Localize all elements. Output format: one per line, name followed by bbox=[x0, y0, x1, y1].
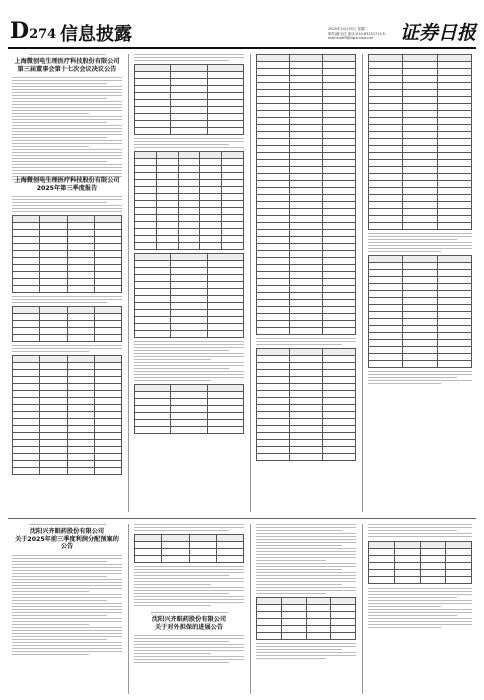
notice-d bbox=[134, 612, 244, 663]
bottom-column-4 bbox=[368, 524, 472, 630]
bottom-column-2 bbox=[134, 524, 244, 665]
notice-b-title: 2025年第三季度报告 bbox=[36, 184, 98, 192]
column-4-table-2 bbox=[368, 255, 472, 368]
page-header bbox=[0, 0, 484, 44]
notice-b-company: 上海微创电生理医疗科技股份有限公司 bbox=[14, 177, 120, 184]
column-3 bbox=[256, 54, 356, 464]
financial-table-3 bbox=[12, 355, 122, 475]
header-rule bbox=[8, 47, 476, 49]
financial-table-1 bbox=[12, 215, 122, 293]
column-2-table-2 bbox=[134, 151, 244, 250]
header-contact: 制作|臧玉红 电话:010-83251714 E-mail:zqrb9@zqrb.sina.net bbox=[328, 31, 387, 40]
notice-c bbox=[12, 524, 122, 657]
bottom-column-3 bbox=[256, 524, 356, 661]
newspaper-logo: 证券日报 bbox=[400, 22, 477, 44]
column-2-table-1 bbox=[134, 64, 244, 135]
column-4 bbox=[368, 54, 472, 386]
page-number: D274 bbox=[10, 18, 57, 44]
column-2-table-3 bbox=[134, 253, 244, 338]
header-date: 2025年10月25日 星期二 bbox=[328, 27, 368, 31]
column-4-table-1 bbox=[368, 54, 472, 230]
notice-d-title: 关于对外担保的进展公告 bbox=[154, 623, 224, 631]
section-title: 信息披露 bbox=[60, 24, 132, 45]
notice-b bbox=[12, 177, 122, 478]
notice-c-title: 关于2025年前三季度利润分配预案的公告 bbox=[15, 535, 119, 550]
bottom-table-3 bbox=[368, 541, 472, 584]
notice-d-company: 沈阳兴齐眼药股份有限公司 bbox=[151, 616, 227, 623]
notice-a-company: 上海微创电生理医疗科技股份有限公司 bbox=[14, 58, 120, 65]
column-2-table-4 bbox=[134, 384, 244, 434]
bottom-table-1 bbox=[134, 534, 244, 563]
column-3-table-2 bbox=[256, 348, 356, 461]
column-2 bbox=[134, 54, 244, 437]
notice-a bbox=[12, 54, 122, 182]
financial-table-2 bbox=[12, 306, 122, 342]
notice-a-title: 第三届董事会第十七次会议决议公告 bbox=[17, 65, 117, 73]
notice-c-company: 沈阳兴齐眼药股份有限公司 bbox=[29, 528, 105, 535]
bottom-table-2 bbox=[256, 597, 356, 640]
column-3-table-1 bbox=[256, 54, 356, 335]
